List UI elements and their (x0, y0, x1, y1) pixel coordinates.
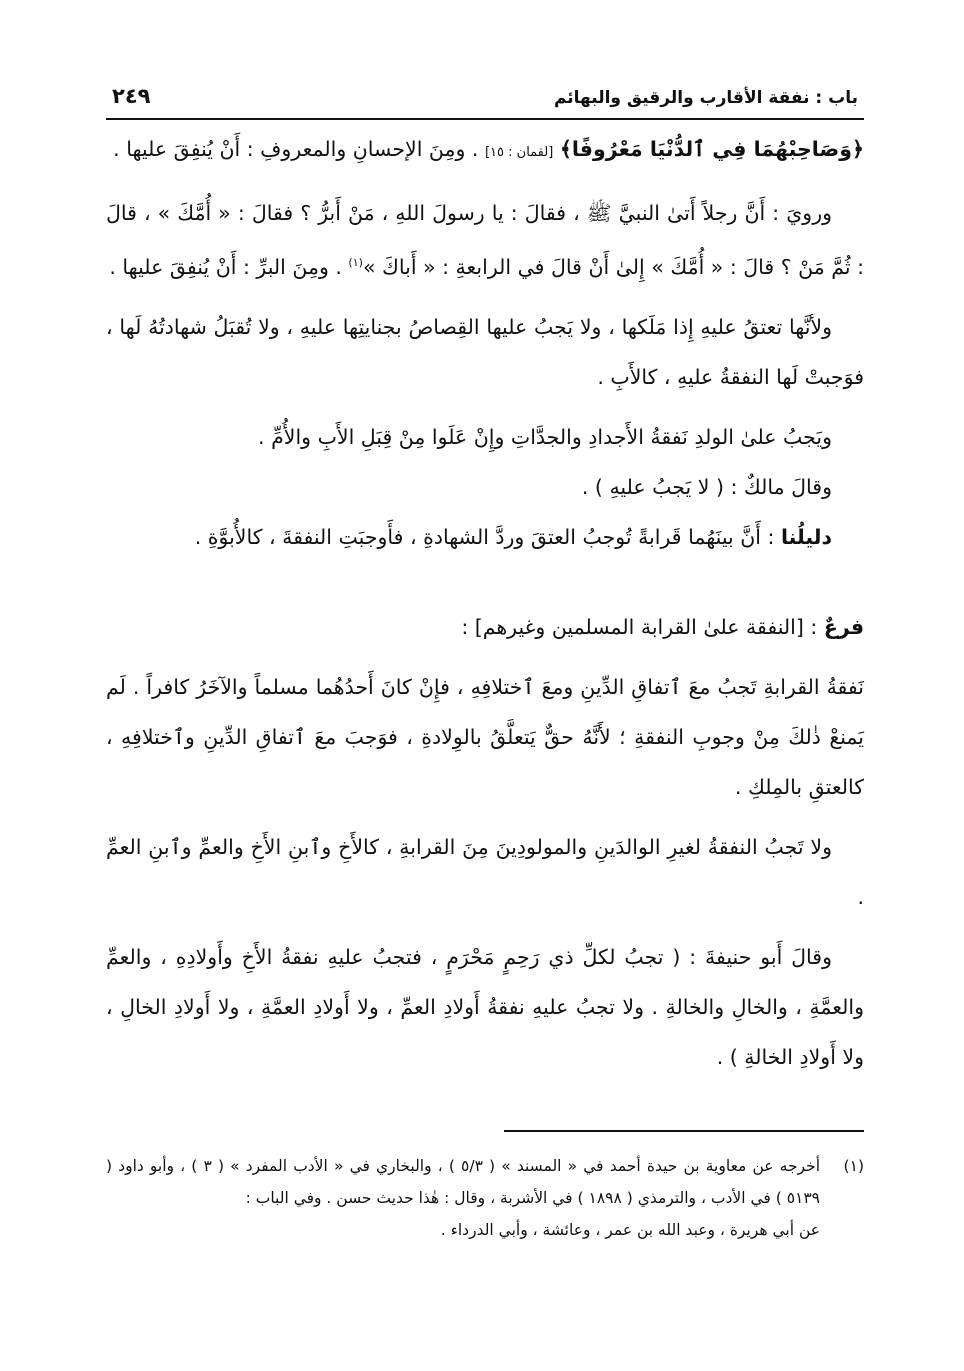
paragraph: ولا تَجبُ النفقةُ لغيرِ الوالدَينِ والمولودِينَ مِنَ القرابةِ ، كالأَخِ وٱبنِ الأَخِ والعمِّ وٱبنِ العمِّ . (106, 834, 864, 909)
chapter-title: باب : نفقة الأقارب والرقيق والبهائم (553, 88, 858, 108)
main-text (106, 124, 864, 1092)
paragraph-text: : أَنَّ بينَهُما قَرابةً تُوجبُ العتقَ وردَّ الشهادةِ ، فأَوجبَتِ النفقةَ ، كالأُبوَّةِ . (194, 524, 775, 549)
paragraph: ولأنَّها تعتقُ عليهِ إِذا مَلَكها ، ولا يَجبُ عليها القِصاصُ بجنايتِها عليهِ ، ولا تُقبَلُ شهادتُهُ لَها ، فوَجبتْ لَها النفقةُ عليهِ ، كالأَبِ . (106, 314, 864, 389)
paragraph-text: . ومِنَ الإحسانِ والمعروفِ : أَنْ يُنفِقَ عليها . (113, 137, 479, 161)
subsection-heading (106, 602, 864, 652)
paragraph-hadith (106, 188, 864, 292)
subsection-title: : [النفقة علىٰ القرابة المسلمين وغيرهم] : (461, 614, 818, 639)
footnote-text: أخرجه عن معاوية بن حيدة أحمد في « المسند » ( ٥/٣ ) ، والبخاري في « الأدب المفرد » ( ٣ ) ، وأبو داود ( ٥١٣٩ ) في الأدب ، والترمذي ( ١٨٩٨ ) في الأشربة ، وقال : هٰذا حديث حسن . وفي الباب : (106, 1157, 820, 1207)
subsection-label: فرعٌ (823, 614, 864, 639)
verse-citation: [لقمان : ١٥] (484, 145, 554, 160)
footnote-ref[interactable]: (١) (348, 256, 363, 269)
page-number: ٢٤٩ (112, 84, 151, 108)
footnote-item (106, 1150, 864, 1214)
paragraph: وقالَ أَبو حنيفةَ : ( تجبُ لكلِّ ذي رَحِمٍ مَحْرَمٍ ، فتجبُ عليهِ نفقةُ الأَخِ وأَولادِهِ ، والعمِّ والعمَّةِ ، والخالِ والخالةِ . ولا تجبُ عليهِ نفقةُ أَولادِ العمِّ ، ولا أَولادِ العمَّةِ ، ولا أَولادِ الخالِ ، ولا أَولادِ الخالةِ ) . (106, 944, 864, 1069)
paragraph-verse (106, 124, 864, 178)
paragraph: وقالَ مالكٌ : ( لا يَجبُ عليهِ ) . (581, 474, 832, 499)
footnote-number: (١) (843, 1157, 864, 1175)
footnote-separator (504, 1130, 864, 1132)
paragraph-evidence (106, 512, 864, 562)
footnotes (106, 1150, 864, 1246)
footnote-continuation: عن أبي هريرة ، وعبد الله بن عمر ، وعائشة ، وأبي الدرداء . (440, 1221, 820, 1239)
paragraph: نَفقةُ القرابةِ تَجبُ معَ ٱتفاقِ الدِّينِ ومعَ ٱختلافِهِ ، فإِنْ كانَ أَحدُهُما مسلماً والآخَرُ كافراً . لَم يَمنعْ ذٰلكَ مِنْ وجوبِ النفقةِ ؛ لأَنَّهُ حقٌّ يَتعلَّقُ بالوِلادةِ ، فوَجبَ معَ ٱتفاقِ الدِّينِ وٱختلافِهِ ، كالعتقِ بالمِلكِ . (106, 674, 864, 799)
paragraph: ويَجبُ علىٰ الولدِ نَفقةُ الأَجدادِ والجدَّاتِ وإِنْ عَلَوا مِنْ قِبَلِ الأَبِ والأُمِّ . (258, 424, 832, 449)
paragraph-text: . ومِنَ البرِّ : أَنْ يُنفِقَ عليها . (109, 254, 342, 279)
evidence-label: دليلُنا (780, 524, 832, 549)
running-header (106, 84, 864, 120)
paragraph-text: ورويَ : أَنَّ رجلاً أَتىٰ النبيَّ ﷺ ، فقالَ : يا رسولَ اللهِ ، مَنْ أَبرُّ ؟ فقالَ : « أُمَّكَ » ، قالَ : ثُمَّ مَنْ ؟ قالَ : « أُمَّكَ » إِلىٰ أَنْ قالَ في الرابعةِ : « أَباكَ » (106, 201, 864, 279)
quran-verse: ﴿وَصَاحِبْهُمَا فِي ٱلدُّنْيَا مَعْرُوفًا﴾ (559, 137, 864, 161)
